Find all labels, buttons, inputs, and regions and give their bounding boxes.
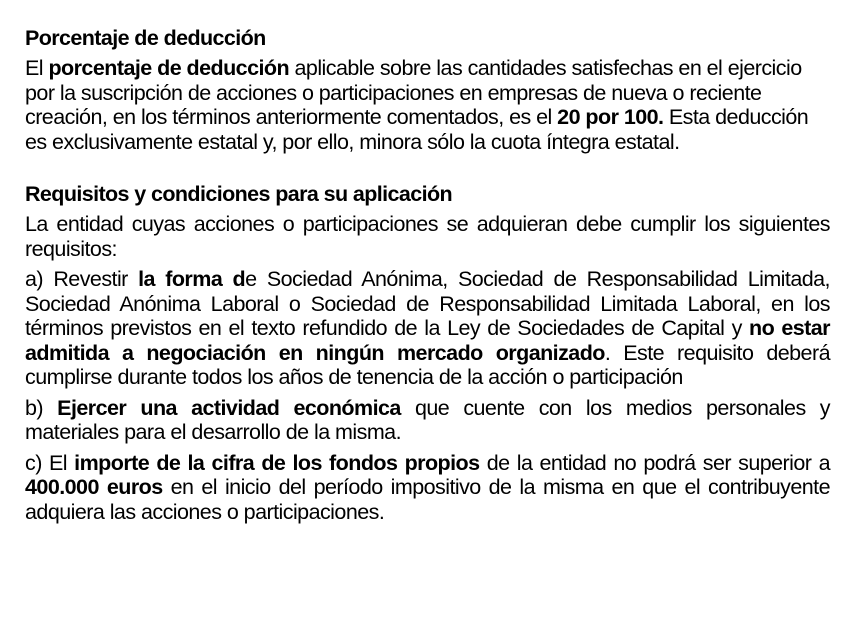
requirement-item-a [25, 267, 830, 390]
text-run: que cuente con los medios personales y materiales para el desarrollo de la misma. [25, 395, 830, 444]
section-heading: Requisitos y condiciones para su aplicación [25, 182, 453, 206]
requirements-intro: La entidad cuyas acciones o participaciones se adquieran debe cumplir los siguientes requisitos: [25, 212, 830, 261]
section-deduction-percentage [25, 24, 830, 154]
text-run: . Este requisito deberá cumplirse durante todos los años de tenencia de la acción o participación [25, 340, 830, 389]
bold-text: 20 por 100. [557, 105, 664, 129]
text-run: e Sociedad Anónima, Sociedad de Responsabilidad Limitada, Sociedad Anónima Laboral o Sociedad de Responsabilidad Limitada Laboral, en los términos previstos en el texto refundido de la Ley de Sociedades de Capital y [25, 267, 830, 340]
section-requirements [25, 180, 830, 524]
bold-text: 400.000 euros [25, 475, 163, 499]
bold-text: importe de la cifra de los fondos propios [74, 450, 480, 475]
bold-text: la forma d [138, 267, 246, 291]
requirement-item-c [25, 451, 830, 525]
section-heading: Porcentaje de deducción [25, 26, 266, 50]
text-run: b) [25, 395, 58, 420]
bold-text: Ejercer una actividad económica [57, 395, 401, 420]
spacer [25, 154, 830, 180]
text-run: Esta deducción es exclusivamente estatal y, por ello, minora sólo la cuota íntegra estatal. [25, 105, 809, 154]
text-run: aplicable sobre las cantidades satisfechas en el ejercicio por la suscripción de acciones o participaciones en empresas de nueva o reciente creación, en los términos anteriormente comentados, es el [25, 56, 802, 129]
text-run: El [25, 56, 49, 80]
text-run: en el inicio del período impositivo de la misma en que el contribuyente adquiera las acciones o participaciones. [25, 475, 830, 524]
bold-text: no estar admitida a negociación en ningún mercado organizado [25, 316, 830, 365]
requirement-item-b [25, 396, 830, 445]
text-run: a) Revestir [25, 267, 139, 291]
document-page [25, 24, 830, 524]
text-run: c) El [25, 450, 75, 475]
text-run: de la entidad no podrá ser superior a [479, 450, 830, 475]
bold-text: porcentaje de deducción [48, 56, 290, 80]
deduction-paragraph [25, 56, 830, 154]
